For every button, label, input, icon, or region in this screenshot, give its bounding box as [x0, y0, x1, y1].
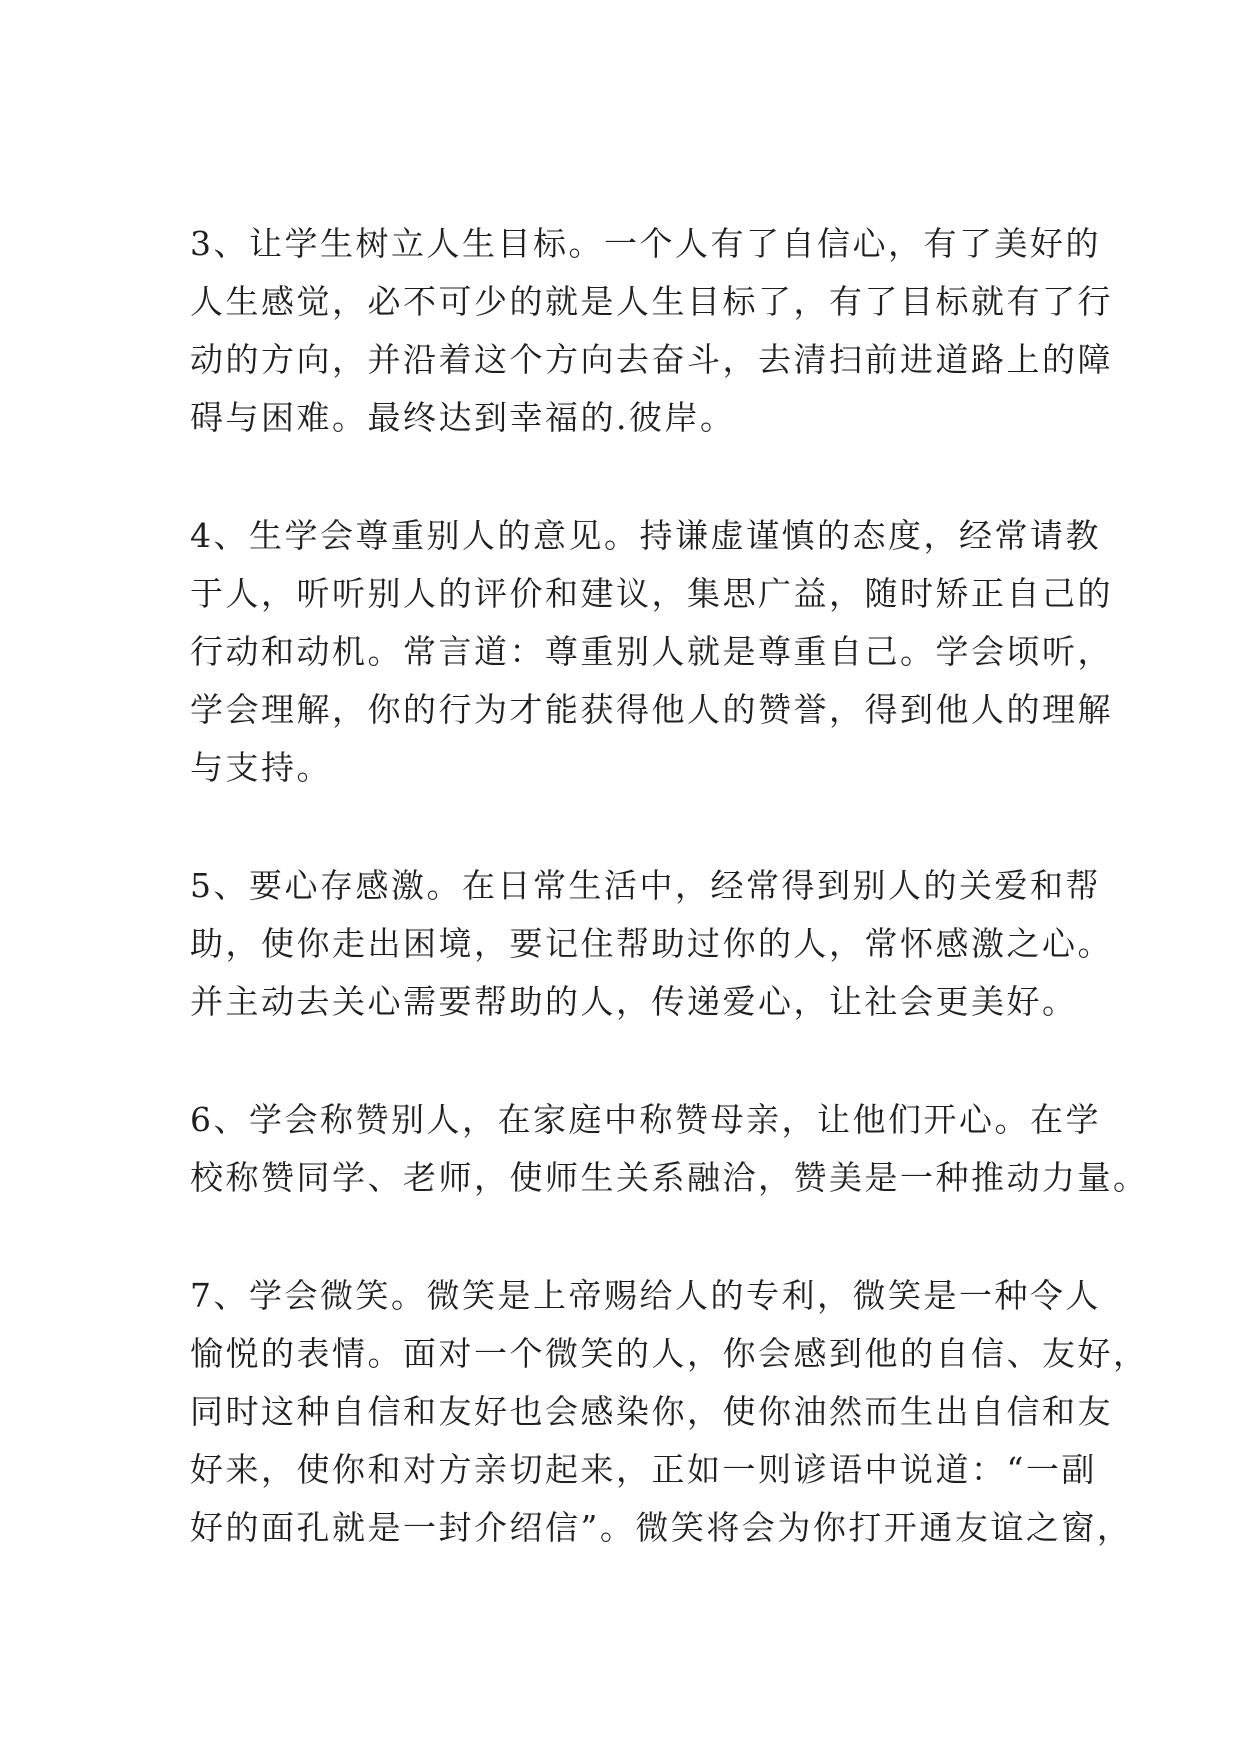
- text-line: 同时这种自信和友好也会感染你，使你油然而生出自信和友: [190, 1392, 1113, 1431]
- paragraph-7: [190, 1267, 1149, 1557]
- text-line: 人生感觉，必不可少的就是人生目标了，有了目标就有了行: [190, 282, 1113, 321]
- text-line: 4、生学会尊重别人的意见。持谦虚谨慎的态度，经常请教: [190, 516, 1101, 555]
- document-body: [190, 215, 1149, 1617]
- text-line: 3、让学生树立人生目标。一个人有了自信心，有了美好的: [190, 224, 1101, 263]
- text-line: 与支持。: [190, 748, 332, 787]
- text-line: 于人，听听别人的评价和建议，集思广益，随时矫正自己的: [190, 574, 1113, 613]
- text-line: 5、要心存感激。在日常生活中，经常得到别人的关爱和帮: [190, 866, 1101, 905]
- text-line: 行动和动机。常言道：尊重别人就是尊重自己。学会顷听，: [190, 632, 1113, 671]
- text-line: 好的面孔就是一封介绍信”。微笑将会为你打开通友谊之窗，: [190, 1508, 1133, 1547]
- text-line: 助，使你走出困境，要记住帮助过你的人，常怀感激之心。: [190, 924, 1113, 963]
- paragraph-4: [190, 507, 1113, 797]
- text-line: 动的方向，并沿着这个方向去奋斗，去清扫前进道路上的障: [190, 340, 1113, 379]
- text-line: 好来，使你和对方亲切起来，正如一则谚语中说道：“一副: [190, 1450, 1097, 1489]
- text-line: 并主动去关心需要帮助的人，传递爱心，让社会更美好。: [190, 982, 1078, 1021]
- paragraph-3: [190, 215, 1113, 447]
- text-line: 6、学会称赞别人，在家庭中称赞母亲，让他们开心。在学: [190, 1100, 1101, 1139]
- text-line: 校称赞同学、老师，使师生关系融洽，赞美是一种推动力量。: [190, 1158, 1149, 1197]
- text-line: 学会理解，你的行为才能获得他人的赞誉，得到他人的理解: [190, 690, 1113, 729]
- text-line: 7、学会微笑。微笑是上帝赐给人的专利，微笑是一种令人: [190, 1276, 1101, 1315]
- text-line: 愉悦的表情。面对一个微笑的人，你会感到他的自信、友好，: [190, 1334, 1149, 1373]
- text-line: 碍与困难。最终达到幸福的.彼岸。: [190, 398, 736, 437]
- paragraph-6: [190, 1091, 1149, 1207]
- paragraph-5: [190, 857, 1113, 1031]
